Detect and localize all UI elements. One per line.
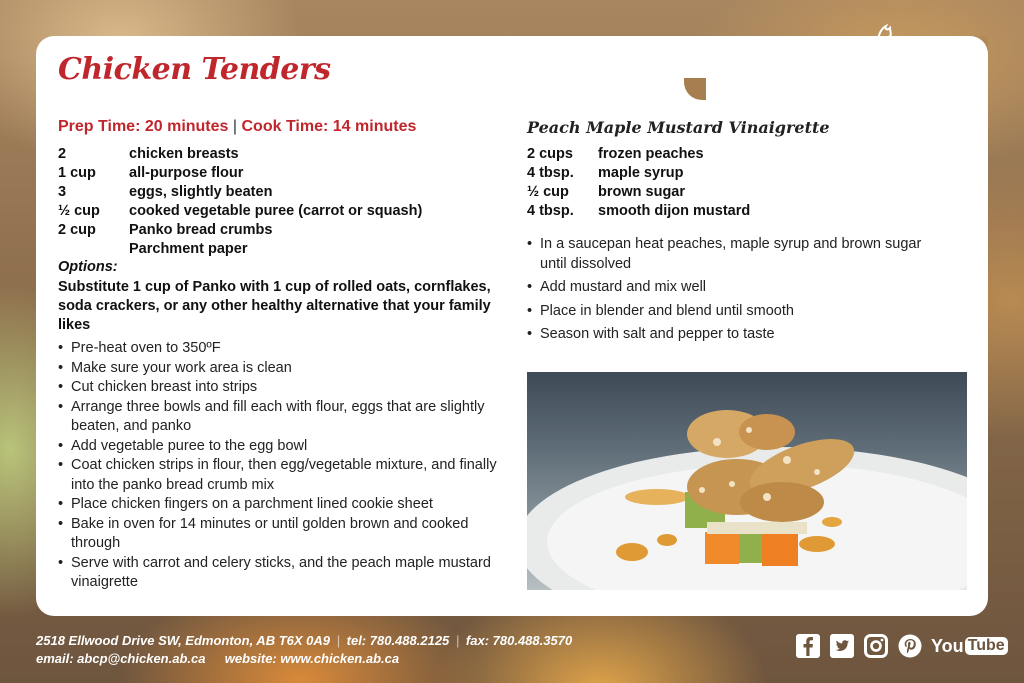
sauce-item: brown sugar bbox=[598, 184, 686, 200]
sauce-amount: 4 tbsp. bbox=[527, 165, 574, 181]
footer-divider: | bbox=[455, 633, 460, 648]
ingredient-item: Parchment paper bbox=[129, 241, 248, 257]
footer-line-2 bbox=[36, 650, 572, 668]
logo-word-producers: PRODUCERS bbox=[923, 66, 964, 72]
ingredient-item: eggs, slightly beaten bbox=[129, 184, 273, 200]
ingredient-row bbox=[58, 202, 422, 221]
sauce-amount: ½ cup bbox=[527, 184, 569, 200]
options-text: Substitute 1 cup of Panko with 1 cup of rolled oats, cornflakes, soda crackers, or any other healthy alternative that your family likes bbox=[58, 279, 491, 333]
sauce-ingredient-row bbox=[527, 183, 750, 202]
sauce-ingredient-row bbox=[527, 164, 750, 183]
sauce-item: maple syrup bbox=[598, 165, 684, 181]
recipe-step: • Pre-heat oven to 350ºF bbox=[58, 339, 508, 359]
recipe-step: • Arrange three bowls and fill each with flour, eggs that are slightly beaten, and panko bbox=[58, 398, 508, 437]
sauce-step: • Add mustard and mix well bbox=[527, 278, 947, 298]
email-link[interactable]: email: abcp@chicken.ab.ca bbox=[36, 651, 206, 666]
sauce-ingredient-row bbox=[527, 145, 750, 164]
alberta-chicken-logo bbox=[758, 18, 988, 88]
ingredient-amount: 2 bbox=[58, 146, 67, 162]
recipe-step: • Add vegetable puree to the egg bowl bbox=[58, 437, 508, 457]
youtube-tube: Tube bbox=[965, 637, 1008, 655]
contact-footer bbox=[36, 632, 572, 668]
ingredient-list bbox=[58, 145, 422, 259]
logo-word-chicken: Chicken bbox=[908, 44, 977, 64]
sauce-item: frozen peaches bbox=[598, 146, 704, 162]
sauce-title: Peach Maple Mustard Vinaigrette bbox=[527, 118, 830, 137]
recipe-step: • Bake in oven for 14 minutes or until golden brown and cooked through bbox=[58, 515, 508, 554]
youtube-icon[interactable] bbox=[931, 636, 1008, 657]
sauce-amount: 4 tbsp. bbox=[527, 203, 574, 219]
sauce-item: smooth dijon mustard bbox=[598, 203, 751, 219]
recipe-step: • Place chicken fingers on a parchment lined cookie sheet bbox=[58, 495, 508, 515]
ingredient-item: Panko bread crumbs bbox=[129, 222, 273, 238]
sauce-step: • Season with salt and pepper to taste bbox=[527, 325, 947, 345]
youtube-you: You bbox=[931, 635, 964, 656]
ingredient-row bbox=[58, 164, 422, 183]
pinterest-icon[interactable] bbox=[897, 633, 923, 659]
recipe-step: • Serve with carrot and celery sticks, and the peach maple mustard vinaigrette bbox=[58, 554, 508, 593]
options-label: Options: bbox=[58, 259, 118, 275]
recipe-step: • Cut chicken breast into strips bbox=[58, 378, 508, 398]
sauce-steps bbox=[527, 235, 947, 349]
recipe-times bbox=[58, 118, 416, 136]
social-links bbox=[795, 633, 1008, 659]
address: 2518 Ellwood Drive SW, Edmonton, AB T6X 0A9 bbox=[36, 633, 330, 648]
chicken-logo-icon bbox=[828, 18, 908, 88]
facebook-icon[interactable] bbox=[795, 633, 821, 659]
ingredient-amount bbox=[58, 240, 129, 259]
ingredient-amount: 3 bbox=[58, 184, 67, 200]
time-separator: | bbox=[232, 118, 238, 135]
sauce-amount: 2 cups bbox=[527, 146, 573, 162]
card-corner bbox=[684, 78, 706, 100]
chicken-tenders-photo bbox=[527, 372, 967, 590]
recipe-step: • Coat chicken strips in flour, then egg/vegetable mixture, and finally into the panko bread crumb mix bbox=[58, 456, 508, 495]
footer-divider: | bbox=[336, 633, 341, 648]
fax: fax: 780.488.3570 bbox=[465, 633, 573, 648]
ingredient-amount: 1 cup bbox=[58, 165, 96, 181]
twitter-icon[interactable] bbox=[829, 633, 855, 659]
recipe-steps bbox=[58, 339, 508, 593]
ingredient-item: cooked vegetable puree (carrot or squash) bbox=[129, 203, 423, 219]
ingredient-row bbox=[58, 221, 422, 240]
sauce-step: • Place in blender and blend until smooth bbox=[527, 302, 947, 322]
photo-illustration bbox=[527, 372, 967, 590]
logo-word-alberta: Alberta bbox=[758, 44, 819, 64]
cook-time: Cook Time: 14 minutes bbox=[241, 118, 417, 135]
sauce-ingredient-row bbox=[527, 202, 750, 221]
ingredient-amount: 2 cup bbox=[58, 222, 96, 238]
instagram-icon[interactable] bbox=[863, 633, 889, 659]
prep-time: Prep Time: 20 minutes bbox=[58, 118, 229, 135]
ingredient-row bbox=[58, 183, 422, 202]
sauce-step: • In a saucepan heat peaches, maple syrup and brown sugar until dissolved bbox=[527, 235, 947, 274]
sauce-ingredient-list bbox=[527, 145, 750, 221]
ingredient-item: chicken breasts bbox=[129, 146, 239, 162]
recipe-step: • Make sure your work area is clean bbox=[58, 359, 508, 379]
ingredient-row bbox=[58, 145, 422, 164]
ingredient-amount: ½ cup bbox=[58, 203, 100, 219]
telephone: tel: 780.488.2125 bbox=[346, 633, 450, 648]
ingredient-item: all-purpose flour bbox=[129, 165, 244, 181]
footer-line-1 bbox=[36, 632, 572, 650]
recipe-title: Chicken Tenders bbox=[58, 52, 331, 87]
ingredient-row bbox=[58, 240, 422, 259]
website-link[interactable]: website: www.chicken.ab.ca bbox=[224, 651, 400, 666]
